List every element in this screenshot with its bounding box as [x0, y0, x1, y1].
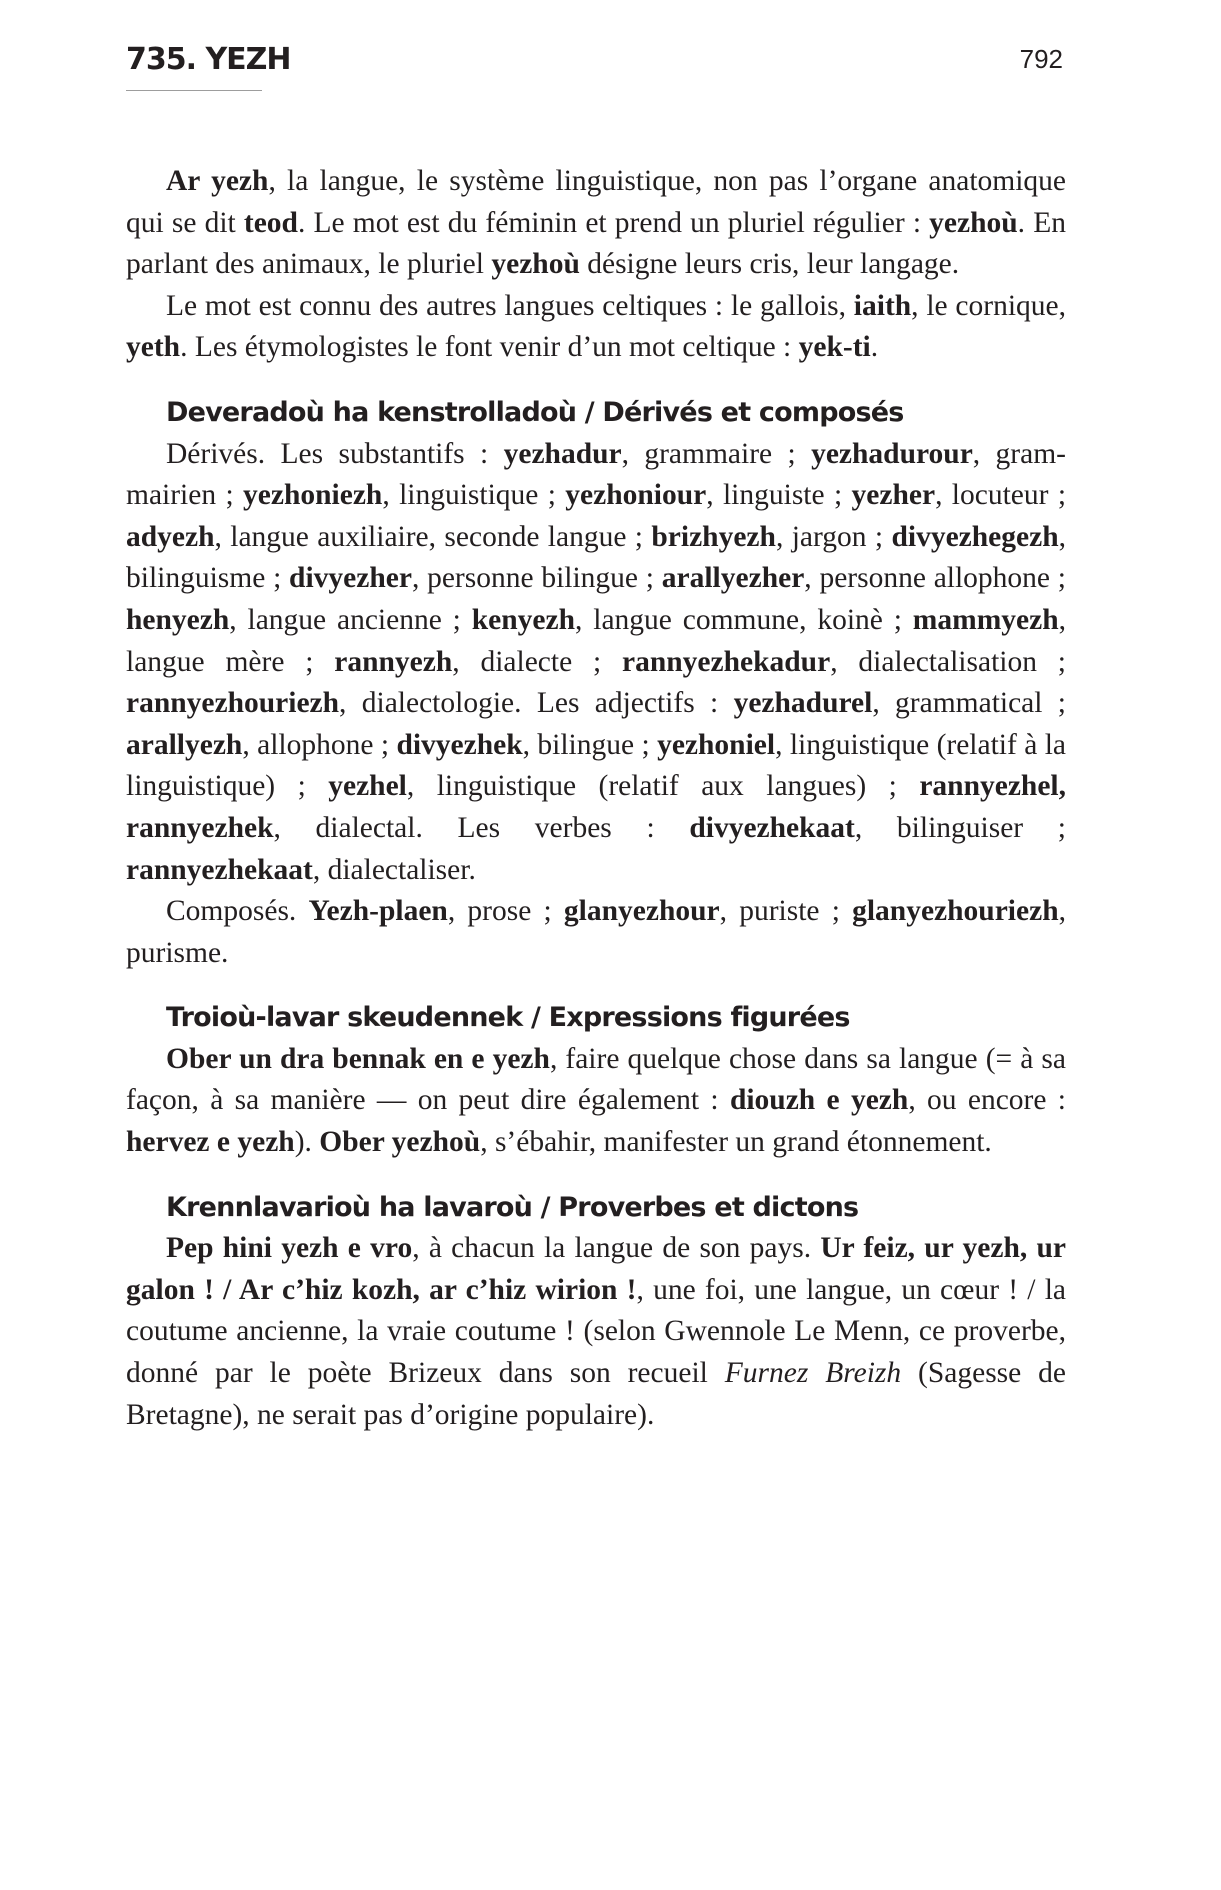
headword: yezhoù [491, 248, 580, 281]
section-heading-figurative: Troioù-lavar skeudennek / Expressions figurées [166, 1002, 850, 1034]
headword: yek-ti [798, 331, 871, 364]
headword: Yezh-plaen [308, 895, 448, 928]
headword: yezhel [328, 770, 407, 803]
headword: kenyezh [471, 603, 575, 636]
headword: rannyezhekadur [622, 645, 831, 678]
headword: yezhadurel [733, 687, 873, 720]
article-body [126, 161, 1066, 1436]
headword: Pep hini yezh e vro [166, 1232, 413, 1265]
headword: yezhoniour [565, 479, 707, 512]
running-head: 735. YEZH [126, 42, 291, 77]
headword: arallyezher [661, 562, 805, 595]
headword: teod [243, 206, 298, 239]
headword: yezhadurour [811, 437, 973, 470]
header-rule [126, 90, 262, 91]
headword: yezhadur [503, 437, 622, 470]
headword: yezhoniezh [243, 479, 383, 512]
headword: rannyezhel, rannyezhek [126, 770, 1066, 844]
headword: henyezh [126, 603, 230, 636]
headword: Ober yezhoù [319, 1126, 481, 1159]
headword: yeth [126, 331, 181, 364]
headword: yezhoniel [657, 728, 776, 761]
section-heading-derived: Deveradoù ha kenstrolladoù / Dérivés et composés [166, 396, 904, 428]
headword: iaith [853, 289, 912, 322]
headword: rannyezhekaat [126, 853, 313, 886]
headword: brizhyezh [651, 520, 776, 553]
intro-paragraph: Ar yezh, la langue, le système linguistique, non pas l’organe anatomique qui se dit teod. Le mot est du féminin et prend un pluriel régulier : yezhoù. En parlant des animaux, le pluriel yezhoù désigne leurs cris, leur langage. [126, 165, 1066, 281]
headword: divyezher [289, 562, 412, 595]
section-heading-proverbs: Krennlavarioù ha lavaroù / Proverbes et dictons [166, 1191, 859, 1223]
celtic-languages-paragraph: Le mot est connu des autres langues celtiques : le gallois, iaith, le cornique, yeth. Les étymologistes le font venir d’un mot celtique : yek-ti. [126, 289, 1066, 364]
headword: Ar yezh [166, 165, 269, 197]
headword: Ober un dra bennak en e yezh [166, 1042, 550, 1075]
headword: diouzh e yezh [729, 1084, 909, 1117]
headword: arallyezh [126, 728, 243, 761]
headword: glanyezhouriezh [852, 895, 1059, 928]
proverbs-paragraph: Pep hini yezh e vro, à chacun la langue de son pays. Ur feiz, ur yezh, ur galon ! / Ar c’hiz kozh, ar c’hiz wirion !, une foi, une langue, un cœur ! / la coutume ancienne, la vraie coutume ! (selon Gwennole Le Menn, ce proverbe, donné par le poète Brizeux dans son recueil Furnez Breizh (Sagesse de Bretagne), ne serait pas d’origine populaire). [126, 1232, 1067, 1431]
headword: yezher [851, 479, 936, 512]
page-number: 792 [1019, 44, 1063, 74]
headword: yezhoù [929, 206, 1018, 239]
headword: divyezhegezh [891, 520, 1059, 553]
headword: divyezhekaat [689, 811, 855, 844]
headword: divyezhek [396, 728, 523, 761]
headword: hervez e yezh [126, 1126, 295, 1159]
headword: adyezh [126, 520, 215, 553]
headword: rannyezhouriezh [126, 687, 340, 720]
headword: glanyezhour [563, 895, 720, 928]
headword: rannyezh [334, 645, 453, 678]
figurative-paragraph: Ober un dra bennak en e yezh, faire quelque chose dans sa langue (= à sa façon, à sa manière — on peut dire également : diouzh e yezh, ou encore : hervez e yezh). Ober yezhoù, s’ébahir, manifester un grand étonnement. [126, 1042, 1066, 1159]
headword: mammyezh [912, 603, 1059, 636]
headword: Ur feiz, ur yezh, ur galon ! / Ar c’hiz kozh, ar c’hiz wirion ! [126, 1232, 1066, 1306]
derived-paragraph: Dérivés. Les substantifs : yezhadur, grammaire ; yezhadurour, grammairien ; yezhoniezh, linguistique ; yezhoniour, linguiste ; yezher, locuteur ; adyezh, langue auxiliaire, seconde langue ; brizhyezh, jargon ; divyezhegezh, bilinguisme ; divyezher, personne bilingue ; arallyezher, personne allophone ; henyezh, langue ancienne ; kenyezh, langue commune, koinè ; mammyezh, langue mère ; rannyezh, dialecte ; rannyezhekadur, dialectalisation ; rannyezhouriezh, dialectologie. Les adjectifs : yezhadurel, grammatical ; arallyezh, allophone ; divyezhek, bilingue ; yezhoniel, linguistique (relatif à la linguistique) ; yezhel, linguistique (relatif aux langues) ; rannyezhel, rannyezhek, dialectal. Les verbes : divyezhekaat, bilinguiser ; rannyezhekaat, dialectaliser. [126, 437, 1067, 886]
compounds-paragraph: Composés. Yezh-plaen, prose ; glanyezhour, puriste ; glanyezhouriezh, purisme. [126, 895, 1066, 969]
italic-title: Furnez Breizh [724, 1357, 902, 1390]
